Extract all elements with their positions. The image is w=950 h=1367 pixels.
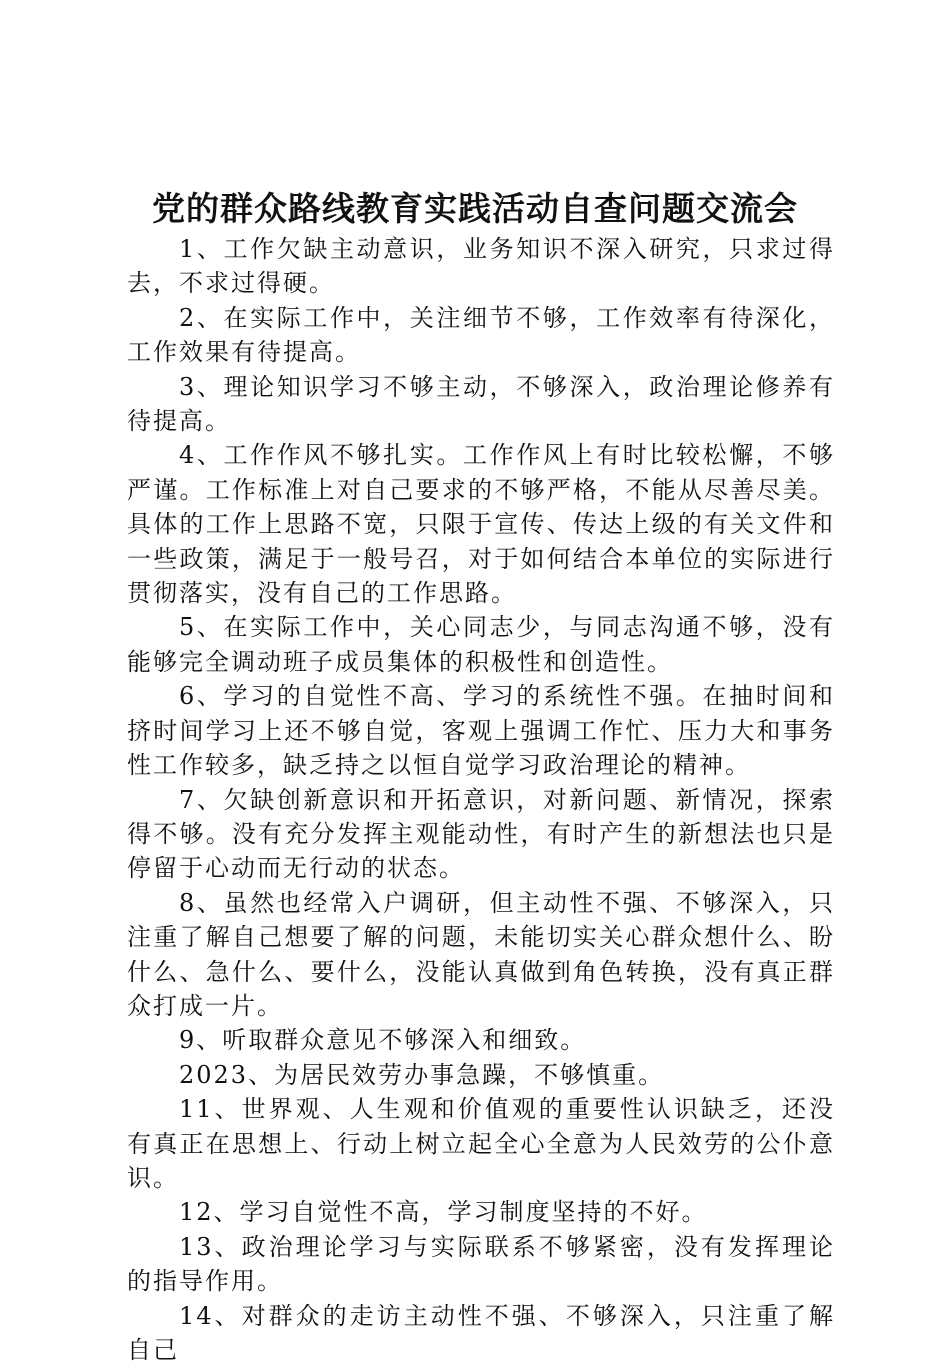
paragraph-14: 14、对群众的走访主动性不强、不够深入，只注重了解自己 bbox=[127, 1301, 835, 1364]
paragraph-2: 2、在实际工作中，关注细节不够，工作效率有待深化，工作效果有待提高。 bbox=[127, 303, 835, 367]
paragraph-1: 1、工作欠缺主动意识，业务知识不深入研究，只求过得去，不求过得硬。 bbox=[127, 235, 835, 298]
paragraph-10: 2023、为居民效劳办事急躁，不够慎重。 bbox=[179, 1060, 665, 1089]
paragraph-8: 8、虽然也经常入户调研，但主动性不强、不够深入，只注重了解自己想要了解的问题，未能切实关心群众想什么、盼什么、急什么、要什么，没能认真做到角色转换，没有真正群众打成一片。 bbox=[127, 888, 835, 1020]
paragraph-11: 11、世界观、人生观和价值观的重要性认识缺乏，还没有真正在思想上、行动上树立起全心全意为人民效劳的公仆意识。 bbox=[127, 1095, 835, 1192]
paragraph-6: 6、学习的自觉性不高、学习的系统性不强。在抽时间和挤时间学习上还不够自觉，客观上强调工作忙、压力大和事务性工作较多，缺乏持之以恒自觉学习政治理论的精神。 bbox=[127, 682, 835, 780]
document-body bbox=[127, 232, 835, 1367]
paragraph-9: 9、听取群众意见不够深入和细致。 bbox=[179, 1026, 587, 1055]
document-title: 党的群众路线教育实践活动自查问题交流会 bbox=[152, 189, 798, 228]
paragraph-7: 7、欠缺创新意识和开拓意识，对新问题、新情况，探索得不够。没有充分发挥主观能动性，有时产生的新想法也只是停留于心动而无行动的状态。 bbox=[127, 785, 835, 883]
paragraph-3: 3、理论知识学习不够主动，不够深入，政治理论修养有待提高。 bbox=[127, 372, 835, 436]
paragraph-5: 5、在实际工作中，关心同志少，与同志沟通不够，没有能够完全调动班子成员集体的积极性和创造性。 bbox=[127, 613, 835, 676]
paragraph-13: 13、政治理论学习与实际联系不够紧密，没有发挥理论的指导作用。 bbox=[127, 1232, 835, 1296]
paragraph-4: 4、工作作风不够扎实。工作作风上有时比较松懈，不够严谨。工作标准上对自己要求的不够严格，不能从尽善尽美。具体的工作上思路不宽，只限于宣传、传达上级的有关文件和一些政策，满足于一般号召，对于如何结合本单位的实际进行贯彻落实，没有自己的工作思路。 bbox=[127, 441, 835, 608]
paragraph-12: 12、学习自觉性不高，学习制度坚持的不好。 bbox=[179, 1198, 708, 1227]
